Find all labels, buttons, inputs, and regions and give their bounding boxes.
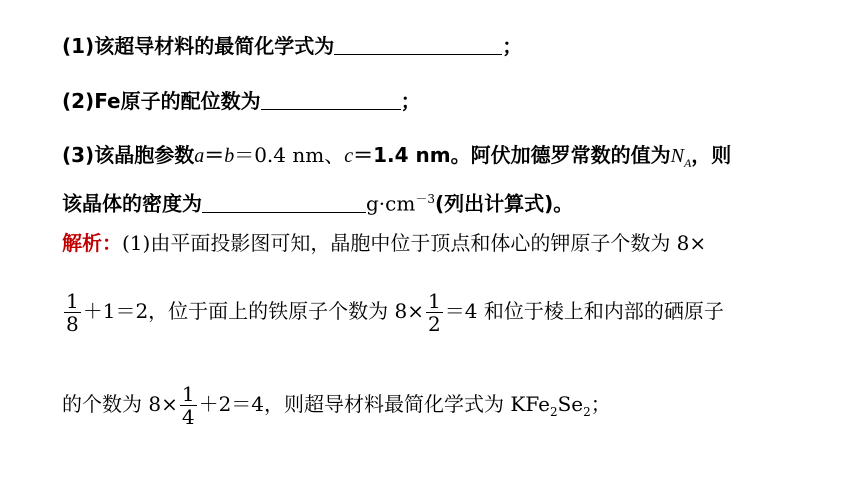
answer-blank-2[interactable]: [261, 91, 401, 110]
question-2: [62, 91, 421, 111]
value-c: ＝1.4 nm。阿伏加德罗常数的值为: [353, 143, 671, 167]
var-c: c: [344, 145, 354, 167]
var-avogadro: N: [670, 145, 684, 167]
fraction-denominator: 2: [428, 312, 441, 336]
formula-se: Se: [557, 392, 584, 416]
question-1: [62, 36, 522, 56]
question-3-continued: [62, 193, 573, 214]
solution-line-1: [62, 233, 706, 253]
answer-blank-3[interactable]: [202, 194, 366, 213]
density-text: 该晶体的密度为: [62, 191, 202, 216]
fraction-one-half: [426, 290, 443, 335]
question-3-text: (3)该晶胞参数: [62, 143, 195, 167]
fraction-numerator: 1: [428, 289, 441, 313]
var-b: b: [224, 145, 235, 167]
fraction-numerator: 1: [66, 289, 79, 313]
formula-subscript-fe: 2: [549, 405, 558, 419]
equals: ＝: [204, 143, 225, 167]
formula-subscript-se: 2: [583, 405, 591, 419]
question-3-tail: ，则: [691, 143, 732, 167]
solution-line-2b: ＝4 和位于棱上和内部的硒原子: [444, 299, 724, 323]
solution-end: ；: [590, 392, 611, 416]
unit-exponent: －3: [415, 192, 435, 206]
value-ab: ＝0.4 nm、: [234, 143, 345, 167]
fraction-one-quarter: [180, 383, 197, 428]
question-2-end: ；: [400, 89, 421, 113]
solution-label: 解析：: [62, 231, 122, 255]
answer-blank-1[interactable]: [334, 36, 502, 55]
solution-line-3b: ＋2＝4，则超导材料最简化学式为 KFe: [198, 392, 550, 416]
fraction-numerator: 1: [181, 382, 195, 406]
fraction-denominator: 8: [66, 312, 79, 336]
question-2-text: (2)Fe原子的配位数为: [62, 89, 261, 113]
solution-line-3a: 的个数为 8×: [62, 392, 178, 416]
density-unit: g·cm: [366, 191, 416, 216]
question-1-text: (1)该超导材料的最简化学式为: [62, 34, 335, 58]
avogadro-subscript: A: [683, 156, 692, 170]
fraction-one-eighth: [64, 290, 81, 335]
solution-line-2a: ＋1＝2，位于面上的铁原子个数为 8×: [82, 299, 425, 323]
solution-line-1-text: (1)由平面投影图可知，晶胞中位于顶点和体心的钾原子个数为 8×: [122, 231, 707, 255]
solution-line-3: [62, 383, 611, 428]
var-a: a: [194, 145, 205, 167]
question-1-end: ；: [502, 34, 523, 58]
density-tail: (列出计算式)。: [434, 191, 574, 216]
fraction-denominator: 4: [181, 405, 195, 429]
question-3: [62, 145, 731, 169]
solution-line-2: [62, 290, 724, 335]
